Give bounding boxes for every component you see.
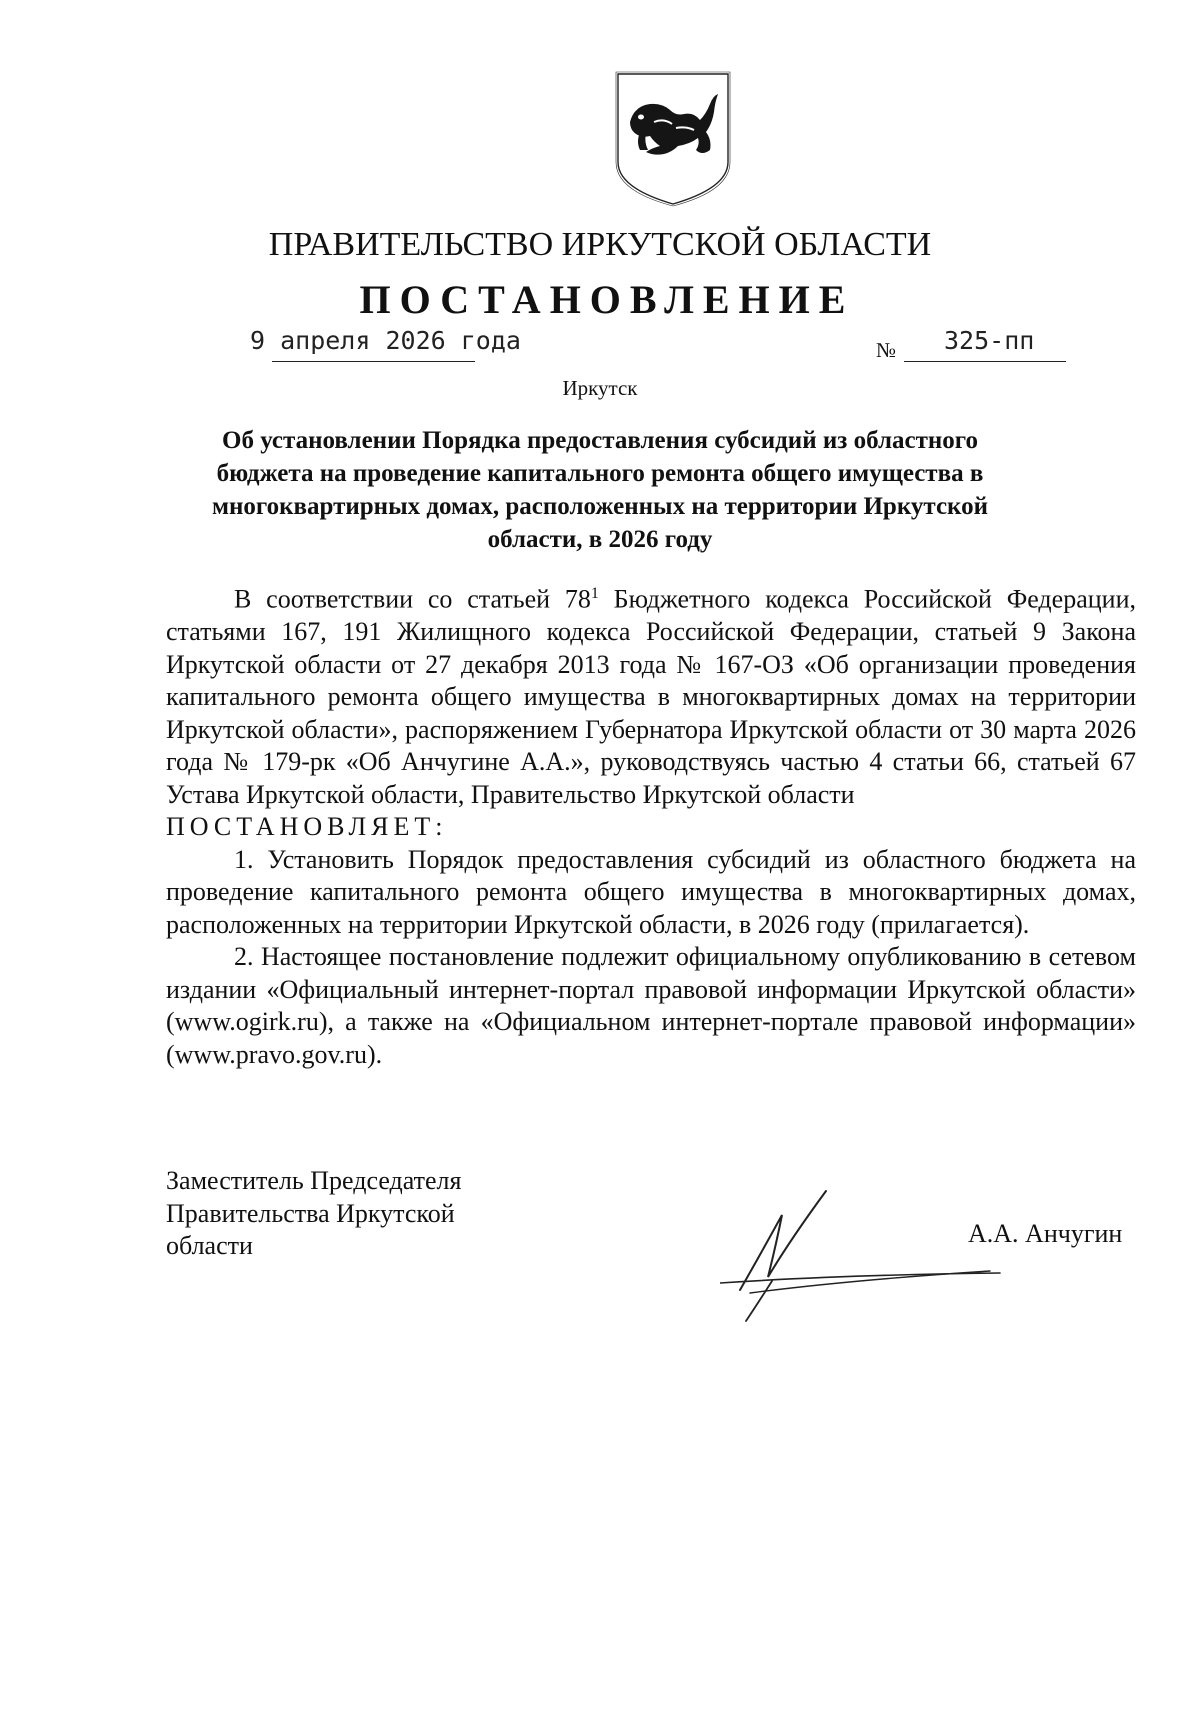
signer-role xyxy=(166,1165,461,1263)
document-date: 9 апреля 2026 года xyxy=(250,326,521,355)
government-name: ПРАВИТЕЛЬСТВО ИРКУТСКОЙ ОБЛАСТИ xyxy=(268,226,932,263)
document-type-title: ПОСТАНОВЛЕНИЕ xyxy=(359,277,855,322)
article-superscript: 1 xyxy=(590,585,599,602)
number-underline xyxy=(904,361,1066,362)
signer-role-line-3: области xyxy=(166,1231,253,1260)
preamble-start: В соответствии со статьей 78 xyxy=(234,584,591,614)
item-2-paragraph: 2. Настоящее постановление подлежит официальному опубликованию в сетевом издании «Официальный интернет-портал правовой информации Иркутской области» (www.ogirk.ru), а также на «Официальном интернет-портале правовой информации» (www.pravo.gov.ru). xyxy=(166,942,1136,1069)
city-name: Иркутск xyxy=(562,376,638,400)
date-underline xyxy=(272,361,475,362)
signer-role-line-2: Правительства Иркутской xyxy=(166,1198,455,1228)
preamble-paragraph xyxy=(166,578,1136,811)
coat-of-arms-icon xyxy=(614,70,732,208)
document-number: 325-пп xyxy=(944,326,1035,355)
signer-name: А.А. Анчугин xyxy=(968,1219,1123,1248)
signer-role-line-1: Заместитель Председателя xyxy=(166,1166,462,1195)
document-body xyxy=(166,578,1136,1071)
document-subject: Об установлении Порядка предоставления субсидий из областного бюджета на проведение капитального ремонта общего имущества в многоквартирных домах, расположенных на территории Иркутской области, в 2026 году xyxy=(211,427,989,553)
handwritten-signature xyxy=(720,1185,1010,1325)
item-1-paragraph: 1. Установить Порядок предоставления субсидий из областного бюджета на проведение капитального ремонта общего имущества в многоквартирных домах, расположенных на территории Иркутской области, в 2026 году (прилагается). xyxy=(166,844,1136,939)
number-sign: № xyxy=(876,338,897,362)
preamble-rest: Бюджетного кодекса Российской Федерации, статьями 167, 191 Жилищного кодекса Российской Федерации, статьей 9 Закона Иркутской области от 27 декабря 2013 года № 167-ОЗ «Об организации проведения капитального ремонта общего имущества в многоквартирных домах на территории Иркутской области», распоряжением Губернатора Иркутской области от 30 марта 2026 года № 179-рк «Об Анчугине А.А.», руководствуясь частью 4 статьи 66, статьей 67 Устава Иркутской области, Правительство Иркутской области xyxy=(166,584,1136,809)
resolves-heading: ПОСТАНОВЛЯЕТ: xyxy=(166,812,448,842)
